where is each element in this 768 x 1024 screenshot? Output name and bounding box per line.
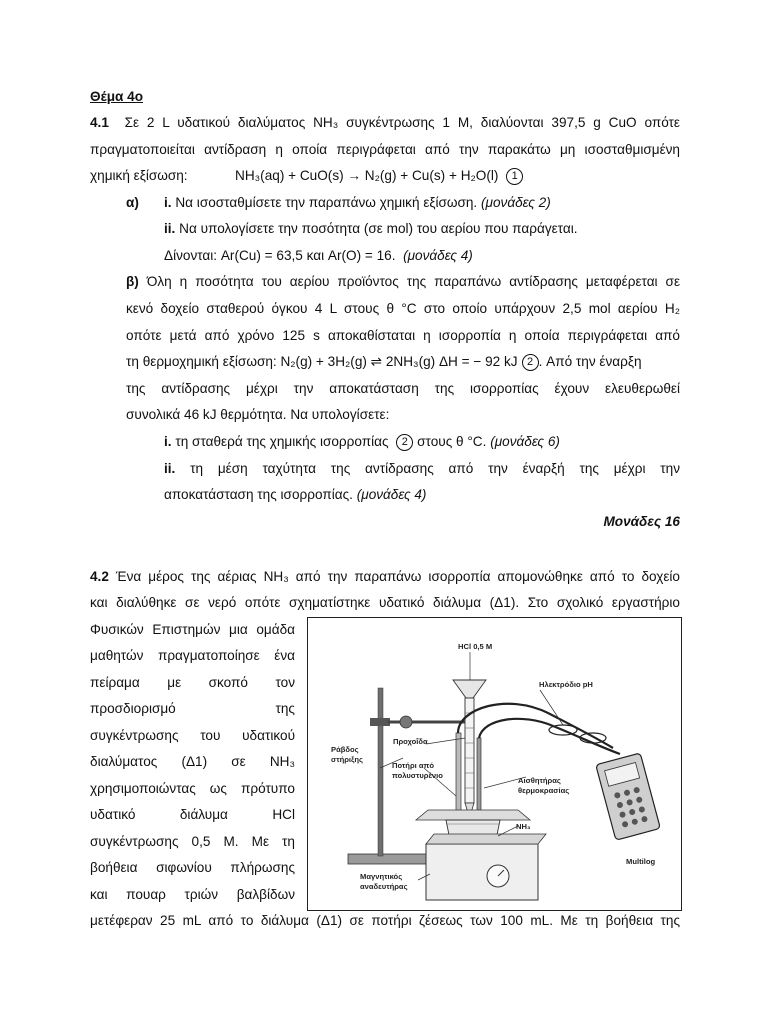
q41-number: 4.1 — [90, 115, 109, 130]
q42-narrow-line: βοήθεια σιφωνίου πλήρωσης — [90, 860, 295, 875]
part-b-line-6: συνολικά 46 kJ θερμότητα. Να υπολογίσετε: — [126, 407, 390, 422]
label-ph-electrode: Ηλεκτρόδιο pH — [539, 680, 593, 689]
part-a-i: i. Να ισοσταθμίσετε την παραπάνω χημική εξίσωση. (μονάδες 2) — [164, 195, 551, 210]
q42-line-1: 4.2 Ένα μέρος της αέριας NH₃ από την παραπάνω ισορροπία απομονώθηκε από το δοχείο — [90, 569, 680, 584]
titration-apparatus-figure — [307, 617, 682, 911]
equation-1: NH₃(aq) + CuO(s) → N₂(g) + Cu(s) + H₂O(l) 1 — [235, 167, 523, 185]
label-sensor-line1: Αισθητήρας — [518, 776, 561, 785]
part-a-ii: ii. Να υπολογίσετε την ποσότητα (σε mol) του αερίου που παράγεται. — [164, 221, 578, 236]
label-cup-line2: πολυστυρένιο — [392, 771, 443, 780]
part-a-i-marks: (μονάδες 2) — [481, 195, 551, 210]
temperature-sensor — [477, 738, 481, 814]
label-cup-line1: Ποτήρι από — [392, 761, 434, 770]
label-hcl: HCl 0,5 M — [458, 642, 493, 651]
support-rod — [378, 688, 383, 856]
part-b-label: β) — [126, 274, 139, 289]
q42-last-line: μετέφεραν 25 mL από το διάλυμα (Δ1) σε ποτήρι ζέσεως των 100 mL. Με τη βοήθεια της — [90, 913, 680, 928]
q42-narrow-line: Φυσικών Επιστημών μια ομάδα — [90, 622, 295, 637]
sensor-cable — [479, 719, 620, 754]
ph-electrode — [456, 733, 461, 813]
part-b-i: i. τη σταθερά της χημικής ισορροπίας 2 στους θ °C. (μονάδες 6) — [164, 434, 560, 449]
part-b-line-5: της αντίδρασης μέχρι την αποκατάσταση της ισορροπίας έχουν ελευθερωθεί — [126, 381, 680, 396]
part-b-i-marks: (μονάδες 6) — [490, 434, 560, 449]
given-data: Δίνονται: Ar(Cu) = 63,5 και Ar(O) = 16. (μονάδες 4) — [164, 248, 473, 263]
q42-narrow-line: συγκέντρωσης 0,5 Μ. Με τη — [90, 834, 295, 849]
label-multilog: Multilog — [626, 857, 656, 866]
part-b-ii-line-1: ii. τη μέση ταχύτητα της αντίδρασης από την έναρξή της μέχρι την — [164, 461, 680, 476]
funnel — [453, 680, 486, 698]
label-stirrer-line2: αναδευτήρας — [360, 882, 408, 891]
magnetic-stirrer — [426, 844, 538, 900]
apparatus-drawing — [308, 618, 681, 910]
label-sensor-line2: θερμοκρασίας — [518, 786, 570, 795]
q42-narrow-line: υδατικό διάλυμα HCl — [90, 807, 295, 822]
q42-narrow-line: συγκέντρωσης του υδατικού — [90, 728, 295, 743]
part-a-label: α) — [126, 195, 139, 210]
q42-narrow-line: πείραμα με σκοπό τον — [90, 675, 295, 690]
part-b-line-3: οπότε μετά από χρόνο 125 s αποκαθίσταται η ισορροπία η οποία περιγράφεται από — [126, 328, 680, 343]
q41-line-1: 4.1 Σε 2 L υδατικού διαλύματος NH₃ συγκέντρωσης 1 Μ, διαλύονται 397,5 g CuO οπότε — [90, 115, 680, 130]
q42-narrow-line: διαλύματος (Δ1) σε NH₃ — [90, 754, 295, 769]
part-b-line-1: β) Όλη η ποσότητα του αερίου προϊόντος της παραπάνω αντίδρασης μεταφέρεται σε — [126, 274, 680, 289]
q42-narrow-line: χρησιμοποιώντας ως πρότυπο — [90, 781, 295, 796]
part-b-ii-line-2: αποκατάσταση της ισορροπίας. (μονάδες 4) — [164, 487, 427, 502]
q42-number: 4.2 — [90, 569, 109, 584]
part-b-line-4: τη θερμοχημική εξίσωση: N₂(g) + 3H₂(g) ⇌ 2NH₃(g) ΔH = − 92 kJ 2 . Από την έναρξη — [126, 354, 642, 369]
q41-line-2: πραγματοποιείται αντίδραση η οποία περιγράφεται από την παρακάτω μη ισοσταθμισμένη — [90, 142, 680, 157]
given-marks: (μονάδες 4) — [403, 248, 473, 263]
q42-narrow-line: μαθητών πραγματοποίησε ένα — [90, 648, 295, 663]
label-stirrer-line1: Μαγνητικός — [360, 872, 403, 881]
equation-2: τη θερμοχημική εξίσωση: N₂(g) + 3H₂(g) ⇌ 2NH₃(g) ΔH = − 92 kJ — [126, 354, 518, 369]
q41-line-3: χημική εξίσωση: — [90, 168, 188, 183]
label-burette: Προχοΐδα — [393, 737, 428, 746]
part-b-ii-marks: (μονάδες 4) — [356, 487, 427, 502]
equation-ref-2: 2 — [396, 434, 413, 451]
equation-1-number: 1 — [506, 168, 523, 185]
q42-narrow-line: προσδιορισμό της — [90, 701, 295, 716]
multilog-device — [596, 753, 661, 840]
total-marks: Μονάδες 16 — [603, 514, 680, 529]
q42-narrow-line: και πουαρ τριών βαλβίδων — [90, 887, 295, 902]
support-plate — [416, 810, 530, 820]
equation-2-number: 2 — [522, 354, 539, 371]
q42-line-2: και διαλύθηκε σε νερό οπότε σχηματίστηκε υδατικό διάλυμα (Δ1). Στο σχολικό εργαστήριο — [90, 595, 680, 610]
label-rod-line2: στήριξης — [331, 755, 363, 764]
label-rod-line1: Ράβδος — [331, 745, 359, 754]
part-b-line-2: κενό δοχείο σταθερού όγκου 4 L στους θ °C στο οποίο υπάρχουν 2,5 mol αερίου H₂ — [126, 301, 680, 316]
clamp — [370, 718, 390, 726]
label-nh3: NH₃ — [516, 822, 531, 831]
section-title: Θέμα 4ο — [90, 89, 144, 104]
